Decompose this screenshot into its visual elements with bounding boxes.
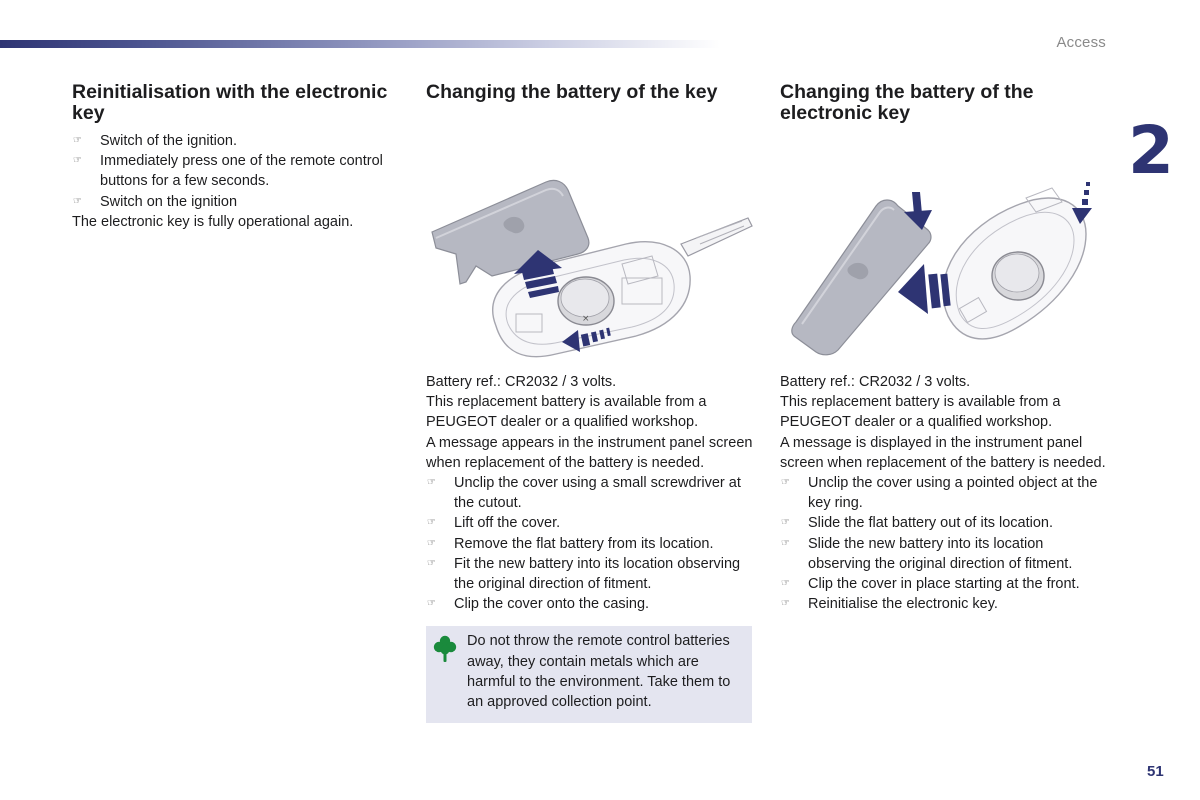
pointing-hand-icon: ☞ xyxy=(427,477,436,489)
list-item: ☞ Reinitialise the electronic key. xyxy=(780,594,1110,614)
svg-text:×: × xyxy=(582,314,590,324)
environment-note-text: Do not throw the remote control batteries away, they contain metals which are harmful to the environment. Take them to an approved collection point. xyxy=(467,633,731,711)
reinit-content xyxy=(72,131,392,232)
battery-ref: Battery ref.: CR2032 / 3 volts. xyxy=(426,374,617,390)
list-item: ☞ Fit the new battery into its location observing the original direction of fitment. xyxy=(427,555,741,593)
key-battery-section xyxy=(426,82,756,723)
list-item: ☞ Unclip the cover using a small screwdriver at the cutout. xyxy=(427,475,741,512)
page-number: 51 xyxy=(1147,763,1164,780)
list-item: ☞ Lift off the cover. xyxy=(426,513,756,533)
environment-clover-icon xyxy=(433,635,457,663)
battery-ref: Battery ref.: CR2032 / 3 volts. xyxy=(780,374,971,390)
key-battery-diagram xyxy=(426,126,756,372)
pointing-hand-icon: ☞ xyxy=(781,477,790,489)
list-item: ☞ Slide the flat battery out of its location. xyxy=(780,513,1110,533)
chapter-number: 2 xyxy=(1128,112,1174,189)
key-battery-steps xyxy=(426,473,756,614)
list-item: ☞ Clip the cover in place starting at the front. xyxy=(780,574,1110,594)
list-item: ☞ Switch on the ignition xyxy=(72,192,392,212)
list-item: ☞ Immediately press one of the remote control buttons for a few seconds. xyxy=(73,153,383,190)
battery-availability: This replacement battery is available from a PEUGEOT dealer or a qualified workshop. xyxy=(426,394,707,431)
list-item: ☞ Remove the flat battery from its location. xyxy=(426,534,756,554)
electronic-key-battery-title: Changing the battery of the electronic key xyxy=(780,81,1034,124)
pointing-hand-icon: ☞ xyxy=(781,578,790,590)
key-battery-illustration xyxy=(426,126,756,372)
electronic-key-battery-section xyxy=(780,82,1110,614)
environment-note xyxy=(426,626,752,723)
reinit-steps xyxy=(72,131,392,212)
key-battery-title: Changing the battery of the key xyxy=(426,81,718,103)
pointing-hand-icon: ☞ xyxy=(73,195,82,207)
electronic-key-battery-steps xyxy=(780,473,1110,614)
pointing-hand-icon: ☞ xyxy=(73,135,82,146)
battery-message: A message is displayed in the instrument panel screen when replacement of the battery is needed. xyxy=(780,434,1106,471)
electronic-key-illustration xyxy=(780,126,1110,372)
list-item: ☞ Slide the new battery into its location observing the original direction of fitment. xyxy=(781,535,1073,572)
pointing-hand-icon: ☞ xyxy=(427,537,436,549)
electronic-key-diagram xyxy=(780,126,1110,372)
electronic-key-battery-content xyxy=(780,372,1110,614)
battery-message: A message appears in the instrument panel screen when replacement of the battery is needed. xyxy=(426,434,753,471)
pointing-hand-icon: ☞ xyxy=(427,598,436,610)
section-name: Access xyxy=(1056,34,1106,51)
pointing-hand-icon: ☞ xyxy=(781,517,790,529)
pointing-hand-icon: ☞ xyxy=(427,557,436,569)
pointing-hand-icon: ☞ xyxy=(781,598,790,610)
list-item: ☞ Switch of the ignition. xyxy=(72,131,392,151)
list-item: ☞ Clip the cover onto the casing. xyxy=(426,594,756,614)
key-battery-content xyxy=(426,372,756,723)
battery-availability: This replacement battery is available from a PEUGEOT dealer or a qualified workshop. xyxy=(780,394,1061,431)
reinit-section xyxy=(72,82,392,232)
pointing-hand-icon: ☞ xyxy=(427,517,436,529)
reinit-title: Reinitialisation with the electronic key xyxy=(72,81,388,124)
list-item: ☞ Unclip the cover using a pointed object at the key ring. xyxy=(781,475,1098,512)
pointing-hand-icon: ☞ xyxy=(73,155,82,167)
reinit-closing: The electronic key is fully operational again. xyxy=(72,213,354,230)
header-gradient-band xyxy=(0,40,720,48)
pointing-hand-icon: ☞ xyxy=(781,537,790,549)
